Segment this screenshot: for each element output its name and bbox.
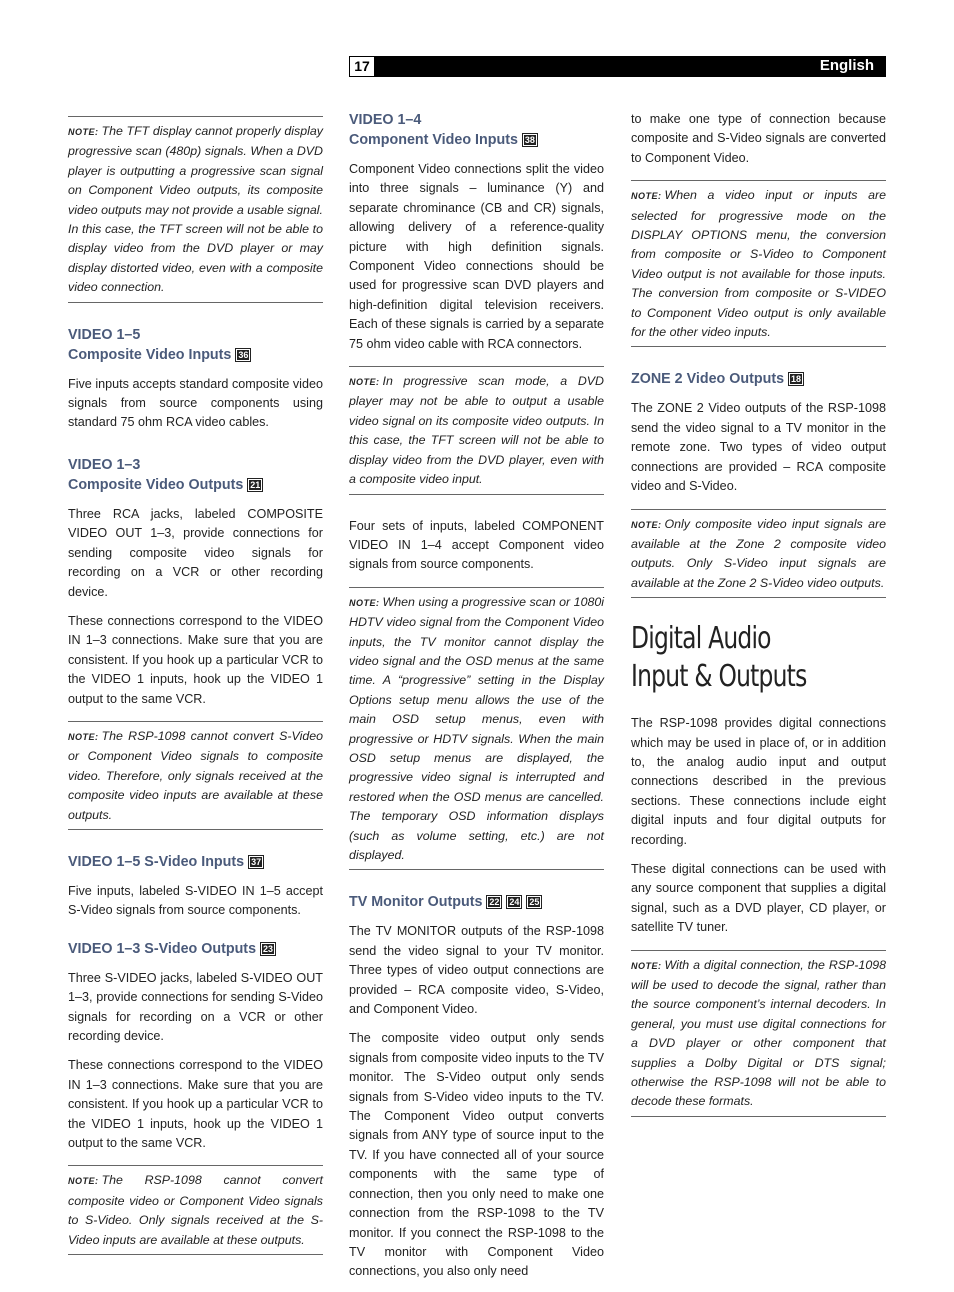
note-label: NOTE: — [349, 597, 380, 608]
paragraph: Four sets of inputs, labeled COMPONENT VIDEO IN 1–4 accept Component video signals from source components. — [349, 518, 604, 572]
heading-line: VIDEO 1–3 S-Video Outputs — [68, 940, 257, 957]
ref-badge: 23 — [260, 942, 276, 956]
ref-badge: 21 — [247, 478, 263, 492]
ref-badge: 24 — [506, 895, 522, 909]
heading-line: VIDEO 1–5 S-Video Inputs — [68, 853, 245, 870]
ref-badge: 25 — [526, 895, 542, 909]
column-2 — [349, 110, 604, 1292]
section-heading — [68, 939, 323, 959]
note-label: NOTE: — [631, 519, 662, 530]
note-box — [349, 587, 604, 871]
paragraph: Five inputs accepts standard composite video signals from source components using standard 75 ohm RCA video cables. — [68, 376, 323, 430]
section-heading — [68, 325, 323, 365]
paragraph: The composite video output only sends signals from composite video inputs to the TV monitor. The S-Video output only sends signals from S-Video video inputs to the TV. The Component Video output converts signals from ANY type of source input to the TV. If you have connected all of your source components with the same type of connection, then you only need to make one connection from the RSP-1098 to the TV monitor. If you connect the RSP-1098 to the TV monitor with Component Video connections, you also only need — [349, 1031, 604, 1279]
section-heading — [68, 455, 323, 495]
section-title — [631, 620, 830, 696]
note-label: NOTE: — [68, 127, 99, 137]
paragraph: Three S-VIDEO jacks, labeled S-VIDEO OUT 1–3, provide connections for sending S-Video signals for recording on a VCR or other recording device. — [68, 970, 323, 1043]
note-box — [631, 180, 886, 347]
heading-line: VIDEO 1–5 — [68, 326, 141, 343]
note-box — [631, 509, 886, 599]
title-line: Input & Outputs — [631, 659, 807, 695]
ref-badge: 37 — [248, 855, 264, 869]
note-label: NOTE: — [349, 377, 380, 388]
paragraph: to make one type of connection because composite and S-Video signals are converted to Component Video. — [631, 112, 886, 165]
note-box — [68, 721, 323, 830]
ref-badge: 18 — [788, 372, 804, 386]
paragraph: The TV MONITOR outputs of the RSP-1098 send the video signal to your TV monitor. Three types of video output connections are provided – RCA composite video, S-Video, and Component Video. — [349, 924, 604, 1017]
note-box — [68, 1165, 323, 1255]
header-bar — [349, 56, 886, 77]
note-label: NOTE: — [631, 960, 662, 971]
paragraph: These digital connections can be used with any source component that supplies a digital signal, such as a DVD player, CD player, or satellite TV tuner. — [631, 861, 886, 935]
note-box — [68, 116, 323, 303]
note-text: When using a progressive scan or 1080i HDTV video signal from the Component Video inputs, the TV monitor cannot display the video signal and the OSD menus at the same time. A “progressive” setting in the Display Options setup menu allows the use of the main OSD setup menus, even with progressive or HDTV signals. When the main OSD setup menus are displayed, the progressive video signal is interrupted and restored when the OSD menus are cancelled. The temporary OSD information displays (such as volume setting, etc.) are not displayed. — [349, 594, 604, 862]
heading-subtitle: Component Video Inputs — [349, 132, 518, 148]
heading-subtitle: Composite Video Inputs — [68, 346, 232, 363]
section-heading — [631, 369, 886, 389]
note-text: In progressive scan mode, a DVD player may not be able to output a usable video signal on its composite video outputs. In this case, the TFT screen will not be able to display video from the DVD player, even with a composite video input. — [349, 374, 604, 487]
paragraph: These connections correspond to the VIDEO IN 1–3 connections. Make sure that you are consistent. If you hook up a particular VCR to the VIDEO 1 inputs, hook up the VIDEO 1 output to the same VCR. — [68, 613, 323, 706]
note-box — [349, 366, 604, 494]
paragraph: Five inputs, labeled S-VIDEO IN 1–5 accept S-Video signals from source components. — [68, 883, 323, 918]
column-1 — [68, 110, 323, 1277]
paragraph: The ZONE 2 Video outputs of the RSP-1098 send the video signal to a TV monitor in the remote zone. Two types of video output connections are provided – RCA composite video and S-Video. — [631, 401, 886, 494]
note-label: NOTE: — [68, 1176, 99, 1187]
section-heading — [68, 852, 323, 872]
paragraph: The RSP-1098 provides digital connections which may be used in place of, or in addition to, the analog audio input and output connections described in the previous sections. These connections include eight digital inputs and four digital outputs for recording. — [631, 716, 886, 847]
note-text: When a video input or inputs are selected for progressive mode on the DISPLAY OPTIONS menu, the conversion from composite or S-Video to Component Video output is not available for those inputs. The conversion from composite or S-VIDEO to Component Video output is only available for the other video inputs. — [631, 188, 886, 340]
column-3 — [631, 110, 886, 1139]
title-line: Digital Audio — [631, 621, 771, 657]
page-number: 17 — [349, 56, 375, 77]
note-text: With a digital connection, the RSP-1098 will be used to decode the signal, rather than the source component’s internal decoders. In general, you must use digital connections for a DVD player or other component that supplies a Dolby Digital or DTS signal; otherwise the RSP-1098 will not be able to decode these formats. — [631, 957, 886, 1109]
note-text: The RSP-1098 cannot convert composite video or Component Video signals to S-Video. Only signals received at the S-Video inputs are available at these outputs. — [68, 1173, 323, 1247]
heading-subtitle: Composite Video Outputs — [68, 476, 244, 493]
note-label: NOTE: — [631, 191, 662, 202]
heading-line: TV Monitor Outputs — [349, 894, 483, 911]
paragraph: These connections correspond to the VIDEO IN 1–3 connections. Make sure that you are consistent. If you hook up a particular VCR to the VIDEO 1 inputs, hook up the VIDEO 1 output to the same VCR. — [68, 1058, 323, 1151]
section-heading — [349, 110, 604, 150]
note-text: Only composite video input signals are available at the Zone 2 composite video outputs. Only S-Video input signals are available at the Zone 2 S-Video video outputs. — [631, 516, 886, 590]
language-label: English — [819, 57, 874, 74]
section-heading — [349, 892, 604, 912]
note-text: The TFT display cannot properly display progressive scan (480p) signals. When a DVD player is outputting a progressive scan signal on Component Video outputs, its composite video outputs may not provide a usable signal. In this case, the TFT screen will not be able to display video from the DVD player or may display distorted video, even with a composite video connection. — [68, 124, 323, 295]
note-label: NOTE: — [68, 731, 99, 742]
paragraph: Component Video connections split the video into three signals – luminance (Y) and separate chrominance (CB and CR) signals, allowing delivery of a reference-quality picture with high definition signals. Component Video connections should be used for progressive scan DVD players and high-definition digital television receivers. Each of these signals is carried by a separate 75 ohm video cable with RCA connectors. — [349, 162, 604, 351]
ref-badge: 36 — [235, 348, 251, 362]
note-box — [631, 950, 886, 1117]
paragraph: Three RCA jacks, labeled COMPOSITE VIDEO OUT 1–3, provide connections for sending composite video signals for recording on a VCR or other recording device. — [68, 506, 323, 599]
heading-line: VIDEO 1–3 — [68, 456, 141, 473]
ref-badge: 22 — [486, 895, 502, 909]
ref-badge: 38 — [522, 133, 538, 147]
heading-line: ZONE 2 Video Outputs — [631, 371, 785, 388]
note-text: The RSP-1098 cannot convert S-Video or Component Video signals to composite video. Therefore, only signals received at the composite video inputs are available at these outputs. — [68, 728, 323, 822]
heading-line: VIDEO 1–4 — [349, 112, 422, 128]
